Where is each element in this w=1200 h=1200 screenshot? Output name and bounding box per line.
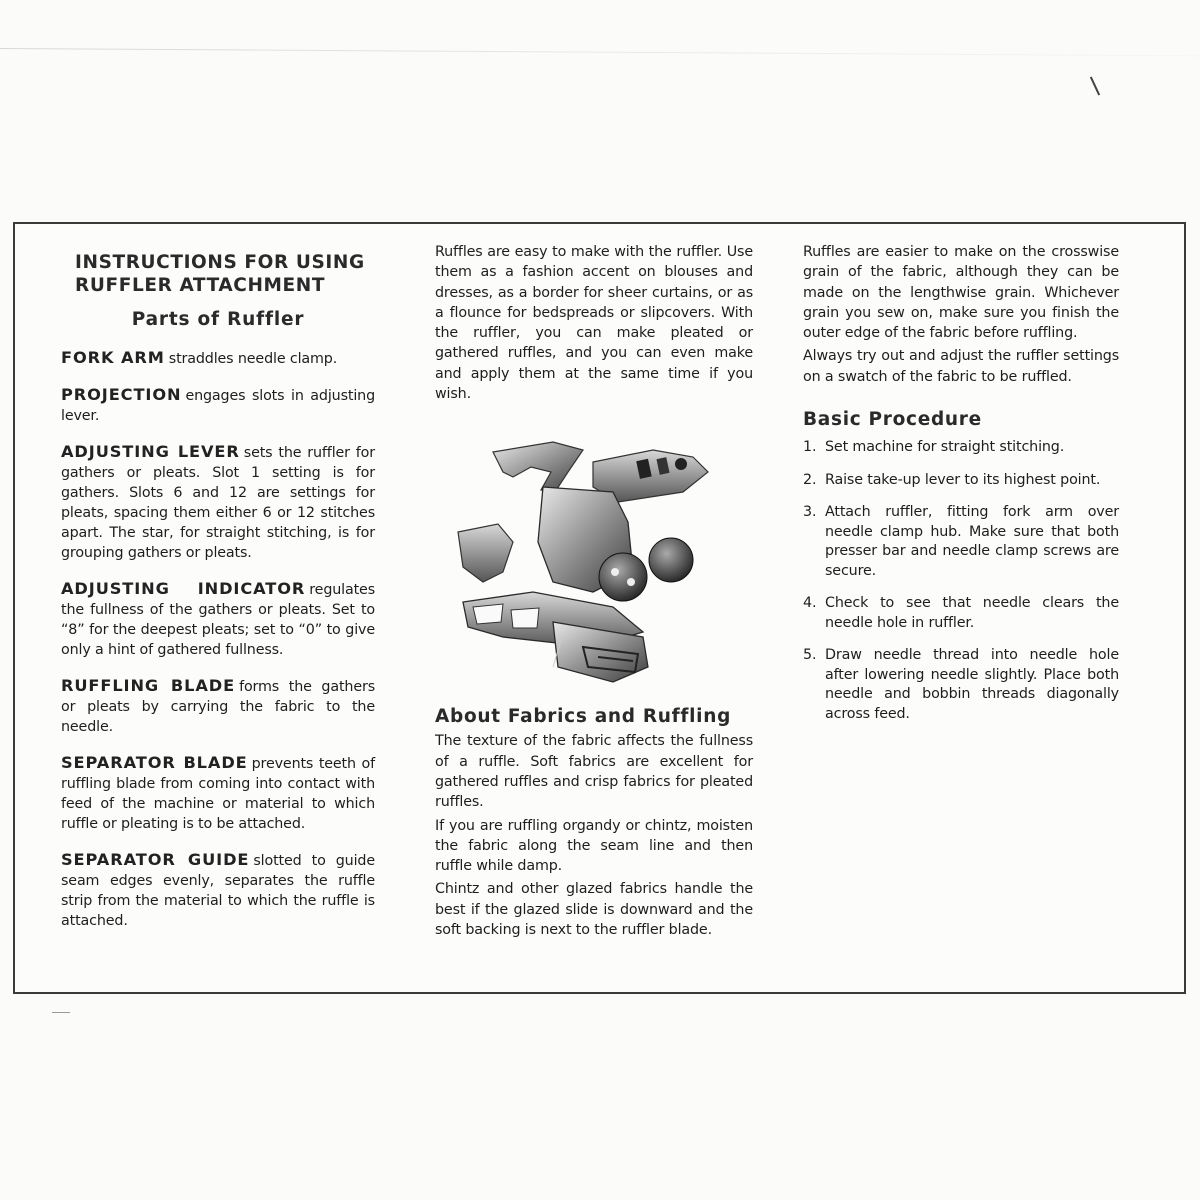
part-ruffling-blade [61, 676, 375, 737]
fabrics-heading: About Fabrics and Ruffling [435, 706, 732, 728]
step-number: 3. [803, 504, 817, 521]
procedure-step [803, 471, 1119, 491]
part-name: RUFFLING BLADE [61, 676, 236, 695]
step-number: 5. [803, 647, 817, 664]
parts-heading: Parts of Ruffler [131, 309, 305, 330]
step-number: 4. [803, 595, 817, 612]
part-description: forms the gathers or pleats by carrying the fabric to the needle. [61, 679, 375, 735]
parts-column [61, 242, 375, 947]
document-title [75, 251, 375, 297]
step-number: 2. [803, 471, 817, 488]
instruction-sheet [13, 222, 1186, 994]
step-text: Draw needle thread into needle hole after lowering needle slightly. Place both needle and bobbin threads diagonally across feed. [825, 647, 1119, 722]
grain-paragraph: Ruffles are easier to make on the crosswise grain of the fabric, although they can be made on the lengthwise grain. Whichever grain you sew on, make sure you finish the outer edge of the fabric before ruffling. [803, 244, 1119, 342]
step-text: Attach ruffler, fitting fork arm over needle clamp hub. Make sure that both presser bar and needle clamp screws are secure. [825, 504, 1119, 579]
part-description: straddles needle clamp. [168, 351, 338, 367]
step-text: Check to see that needle clears the needle hole in ruffler. [825, 595, 1119, 631]
part-projection [61, 385, 375, 426]
intro-paragraph: Ruffles are easy to make with the ruffler. Use them as a fashion accent on blouses and dresses, as a border for sheer curtains, or as a flounce for bedspreads or slipcovers. With the ruffler, you can make pleated or gathered ruffles, and you can even make and apply them at the same time if you wish. [435, 244, 753, 403]
part-description: regulates the fullness of the gathers or pleats. Set to “8” for the deepest pleats; set to “0” to give only a hint of gathered fullness. [61, 582, 375, 658]
scan-speck [1090, 77, 1100, 96]
part-name: SEPARATOR BLADE [61, 753, 248, 772]
part-adjusting-indicator [61, 579, 375, 660]
part-name: ADJUSTING LEVER [61, 442, 240, 461]
part-separator-blade [61, 753, 375, 834]
grain-paragraph: Always try out and adjust the ruffler settings on a swatch of the fabric to be ruffled. [803, 348, 1119, 385]
step-text: Set machine for straight stitching. [825, 439, 1065, 456]
title-line-1: INSTRUCTIONS FOR USING [75, 252, 365, 273]
procedure-step [803, 594, 1119, 633]
procedure-step [803, 438, 1119, 458]
ruffler-illustration [443, 432, 743, 692]
procedure-steps [803, 438, 1119, 724]
ruffler-attachment-photo-icon [443, 432, 743, 692]
part-description: prevents teeth of ruffling blade from coming into contact with feed of the machine or material to which ruffle or pleating is to be attached. [61, 756, 375, 832]
fabrics-paragraph: If you are ruffling organdy or chintz, moisten the fabric along the seam line and then ruffle while damp. [435, 817, 753, 875]
procedure-column [803, 242, 1119, 737]
part-adjusting-lever [61, 442, 375, 563]
part-separator-guide [61, 850, 375, 931]
scan-speck [52, 1012, 70, 1013]
part-name: FORK ARM [61, 348, 165, 367]
procedure-heading: Basic Procedure [803, 409, 982, 431]
part-name: PROJECTION [61, 385, 182, 404]
part-description: sets the ruffler for gathers or pleats. Slot 1 setting is for gathers. Slots 6 and 12 are settings for pleats, spacing them either 6 or 12 stitches apart. The star, for straight stitching, is for grouping gathers or pleats. [61, 445, 375, 561]
part-description: engages slots in adjusting lever. [61, 388, 375, 424]
step-number: 1. [803, 439, 817, 456]
fabrics-paragraph: Chintz and other glazed fabrics handle the best if the glazed slide is downward and the soft backing is next to the ruffler blade. [435, 881, 753, 939]
part-name: ADJUSTING INDICATOR [61, 579, 306, 598]
step-text: Raise take-up lever to its highest point. [825, 471, 1101, 488]
scan-edge-line [0, 48, 1200, 56]
part-description: slotted to guide seam edges evenly, separates the ruffle strip from the material to which the ruffle is attached. [61, 853, 375, 929]
fabrics-paragraph: The texture of the fabric affects the fullness of a ruffle. Soft fabrics are excellent for gathered ruffles and crisp fabrics for pleated ruffles. [435, 733, 753, 811]
part-fork-arm [61, 348, 375, 369]
fabrics-column [435, 242, 753, 943]
procedure-step [803, 503, 1119, 581]
part-name: SEPARATOR GUIDE [61, 850, 250, 869]
title-line-2: RUFFLER ATTACHMENT [75, 275, 326, 296]
procedure-step [803, 646, 1119, 724]
